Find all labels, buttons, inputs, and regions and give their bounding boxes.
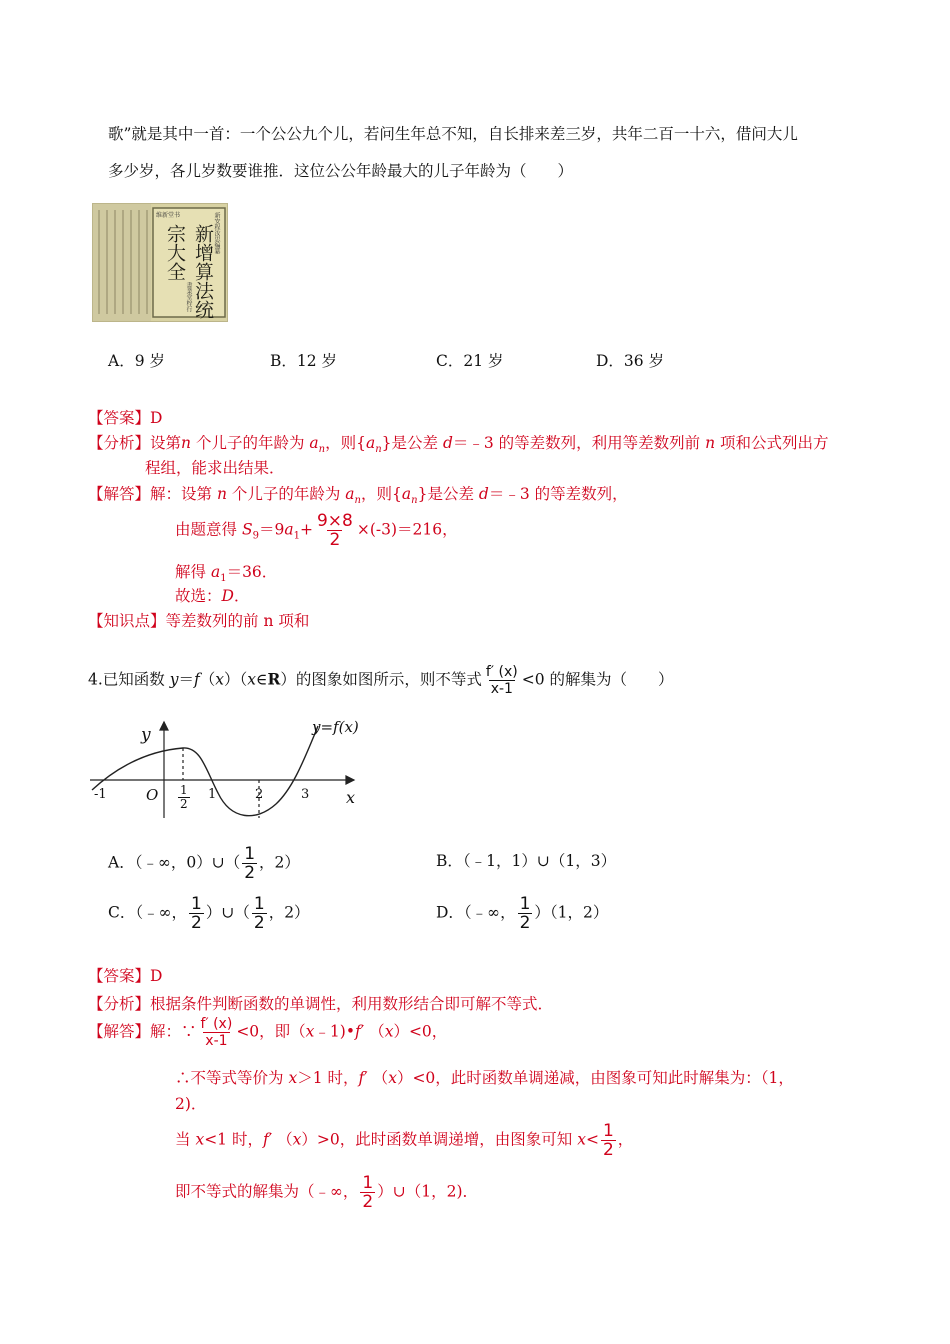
q3-solution-line4: 故选：D． [175, 587, 250, 605]
solution-label: 【解答】 [88, 485, 151, 503]
q4-option-d: D．（﹣∞， $\frac{1}{2}$ ）（1，2） [436, 894, 609, 933]
q4-solution-line5: 即不等式的解集为（﹣∞， $\frac{1}{2}$ ）∪（1，2)． [175, 1173, 479, 1212]
q3-knowledge-point: 【知识点】等差数列的前 n 项和 [88, 612, 310, 630]
q3-line2: 多少岁，各儿岁数要谁推．这位公公年龄最大的儿子年龄为（ ） [108, 162, 574, 180]
q3-option-c: C．21 岁 [436, 352, 504, 370]
q3-analysis-line2: 程组，能求出结果． [145, 459, 285, 477]
answer-value: D [150, 409, 163, 427]
answer-label: 【答案】 [88, 967, 151, 985]
graph-tick-neg1: -1 [94, 787, 107, 802]
q3-solution-line2: 由题意得 $S_9=9a_1+$ $\frac{9\times 8}{2}$ ×(-3)＝216， [175, 511, 458, 550]
book-cover-image [92, 203, 228, 322]
y-axis-arrow [160, 722, 168, 730]
graph-y-label: y [141, 725, 151, 745]
q4-stem: 4.已知函数 y＝f（x）（x∈R）的图象如图所示，则不等式 $\frac{f' (x)}{x-1}$ <0 的解集为（ ） [88, 664, 674, 697]
q4-solution-line1: 【解答】解：∵ $\frac{f' (x)}{x-1}$ <0，即（x﹣1)•f′ （x）<0， [88, 1016, 448, 1049]
q3-option-b: B．12 岁 [270, 352, 338, 370]
q4-analysis: 【分析】根据条件判断函数的单调性，利用数形结合即可解不等式． [88, 995, 554, 1013]
answer-value: D [150, 967, 163, 985]
q3-solution-line1: 【解答】解：设第 n 个儿子的年龄为 $a_n$，则$\{a_n\}$是公差 d＝﹣3 的等差数列， [88, 485, 628, 507]
q3-option-d: D．36 岁 [596, 352, 665, 370]
book-publisher-top: 维新堂书 [156, 212, 181, 219]
curve [92, 726, 318, 816]
q3-solution-line3: 解得 $a_1=36$． [175, 563, 278, 585]
graph-tick-half: $\frac{1}{2}$ [180, 783, 188, 811]
knowledge-label: 【知识点】 [88, 612, 166, 630]
graph-curve-label: y=f(x) [312, 718, 359, 736]
q3-answer [88, 408, 162, 428]
q4-solution-line3: 2)． [175, 1095, 207, 1113]
q4-answer [88, 966, 162, 986]
graph-origin: O [146, 786, 159, 804]
fraction: $\frac{f' (x)}{x-1}$ [485, 664, 518, 697]
graph-tick-1: 1 [208, 787, 217, 802]
fraction: $\frac{9\times 8}{2}$ [316, 511, 353, 550]
book-author: 新安程汝思编纂 [213, 212, 220, 254]
answer-label: 【答案】 [88, 409, 151, 427]
q4-solution-line4: 当 x<1 时，f′ （x）>0，此时函数单调递增，由图象可知 x< $\frac{1}{2}$ ， [175, 1121, 634, 1160]
q3-line1: 歌”就是其中一首：一个公公九个儿，若问生年总不知，自长排来差三岁，共年二百一十六，借问大儿 [108, 125, 798, 143]
q3-option-a: A．9 岁 [108, 352, 165, 370]
q4-option-b: B．（﹣1，1）∪（1，3） [436, 852, 617, 870]
graph-tick-3: 3 [301, 787, 310, 802]
q4-option-a: A．（﹣∞，0）∪（ $\frac{1}{2}$ ，2） [108, 844, 300, 883]
q4-option-c: C．（﹣∞， $\frac{1}{2}$ ）∪（ $\frac{1}{2}$ ，2） [108, 894, 310, 933]
q3-analysis-line1: 【分析】设第n 个儿子的年龄为 $a_n$，则$\{a_n\}$是公差 d＝﹣3 的等差数列，利用等差数列前 n 项和公式列出方 [88, 434, 829, 456]
book-publisher: 書業堂梓行 [185, 282, 192, 312]
graph-tick-2: 2 [255, 787, 264, 802]
book-title-left: 宗大全 [164, 224, 186, 281]
analysis-label: 【分析】 [88, 434, 151, 452]
solution-label: 【解答】 [88, 1022, 151, 1041]
analysis-label: 【分析】 [88, 995, 151, 1013]
graph-x-label: x [346, 788, 356, 807]
x-axis-arrow [346, 776, 354, 784]
book-title-right: 新增算法统 [192, 224, 214, 319]
q4-solution-line2: ∴不等式等价为 x＞1 时，f′ （x）<0，此时函数单调递减，由图象可知此时解集为：（1， [175, 1069, 794, 1087]
